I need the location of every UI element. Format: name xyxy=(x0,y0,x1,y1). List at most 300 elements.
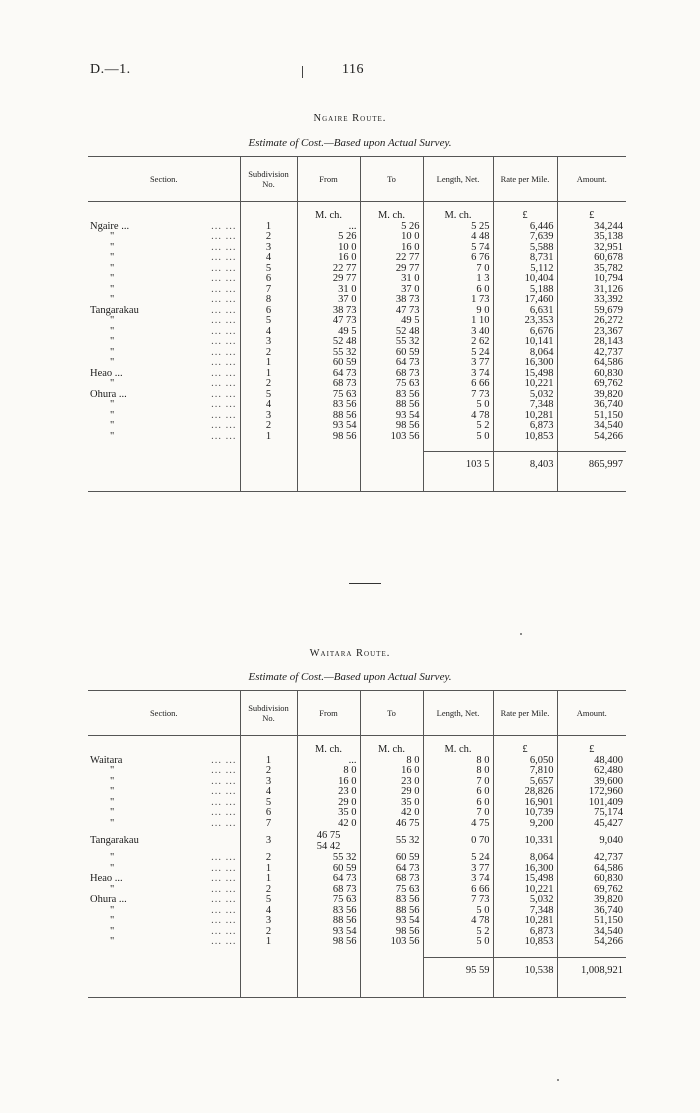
spacer-cell xyxy=(240,479,297,492)
spacer-row xyxy=(88,736,626,746)
leader-dots: ... ... xyxy=(211,367,237,379)
section-label: " xyxy=(110,420,115,431)
total-length: 103 5 xyxy=(423,452,493,480)
spacer-row xyxy=(88,479,626,492)
cell-from: 49 5 xyxy=(297,327,360,338)
cell-from: 88 56 xyxy=(297,411,360,422)
cell-to: 83 56 xyxy=(360,390,423,401)
cell-section xyxy=(88,400,240,411)
cell-section xyxy=(88,432,240,443)
cell-rate: 10,281 xyxy=(493,916,557,927)
cell-to: 10 0 xyxy=(360,232,423,243)
cell-subdivision: 4 xyxy=(240,327,297,338)
cell-rate: 10,853 xyxy=(493,432,557,443)
header-from: From xyxy=(297,157,360,202)
cell-length: 7 73 xyxy=(423,895,493,906)
unit-amount: £ xyxy=(557,211,626,222)
cell-rate: 5,588 xyxy=(493,243,557,254)
cell-subdivision: 2 xyxy=(240,348,297,359)
cell-from xyxy=(297,829,360,853)
cell-section xyxy=(88,766,240,777)
leader-dots: ... ... xyxy=(211,765,237,776)
header-rate: Rate per Mile. xyxy=(493,691,557,736)
cell-length: 5 2 xyxy=(423,927,493,938)
cell-amount: 42,737 xyxy=(557,853,626,864)
total-row xyxy=(88,452,626,480)
cell-section xyxy=(88,316,240,327)
header-rate: Rate per Mile. xyxy=(493,157,557,202)
cell-to: 23 0 xyxy=(360,777,423,788)
from-bracket xyxy=(317,830,341,852)
total-blank xyxy=(297,452,360,480)
cell-length: 5 24 xyxy=(423,853,493,864)
cell-rate: 10,221 xyxy=(493,885,557,896)
cell-section xyxy=(88,787,240,798)
cell-subdivision: 5 xyxy=(240,316,297,327)
unit-subdivision xyxy=(240,745,297,756)
cell-rate: 10,853 xyxy=(493,937,557,948)
cell-rate: 8,064 xyxy=(493,348,557,359)
header-length: Length, Net. xyxy=(423,691,493,736)
leader-dots: ... ... xyxy=(211,304,237,316)
cell-amount: 51,150 xyxy=(557,411,626,422)
cell-subdivision: 4 xyxy=(240,787,297,798)
section-label: " xyxy=(110,765,115,776)
cell-length: 3 40 xyxy=(423,327,493,338)
cell-length: 3 74 xyxy=(423,874,493,885)
cell-subdivision: 1 xyxy=(240,756,297,767)
cell-to: 31 0 xyxy=(360,274,423,285)
table-row xyxy=(88,808,626,819)
cell-length: 3 77 xyxy=(423,358,493,369)
spacer-cell xyxy=(297,442,360,452)
header-amount: Amount. xyxy=(557,691,626,736)
cell-to: 49 5 xyxy=(360,316,423,327)
cell-from: 68 73 xyxy=(297,379,360,390)
header-subdivision: Subdivision No. xyxy=(240,157,297,202)
cell-from: 60 59 xyxy=(297,864,360,875)
total-amount: 865,997 xyxy=(557,452,626,480)
section-label: " xyxy=(110,294,115,305)
cell-to: 46 75 xyxy=(360,819,423,830)
header-subdivision: Subdivision No. xyxy=(240,691,297,736)
cell-from: 38 73 xyxy=(297,306,360,317)
unit-rate: £ xyxy=(493,745,557,756)
cell-rate: 5,032 xyxy=(493,390,557,401)
cell-to: 93 54 xyxy=(360,411,423,422)
header-row xyxy=(88,691,626,736)
spacer-row xyxy=(88,985,626,998)
cell-amount: 28,143 xyxy=(557,337,626,348)
cell-rate: 10,331 xyxy=(493,829,557,853)
cell-section xyxy=(88,853,240,864)
cell-to: 29 77 xyxy=(360,264,423,275)
cell-section xyxy=(88,421,240,432)
leader-dots: ... ... xyxy=(211,378,237,389)
cell-length: 1 3 xyxy=(423,274,493,285)
leader-dots: ... ... xyxy=(211,862,237,874)
section-label: " xyxy=(110,378,115,389)
cell-amount: 42,737 xyxy=(557,348,626,359)
cell-rate: 16,300 xyxy=(493,358,557,369)
cell-rate: 6,676 xyxy=(493,327,557,338)
cell-to: 103 56 xyxy=(360,432,423,443)
spacer-cell xyxy=(423,985,493,998)
cell-from: 22 77 xyxy=(297,264,360,275)
leader-dots: ... ... xyxy=(211,894,237,905)
cell-amount: 54,266 xyxy=(557,432,626,443)
cell-rate: 7,639 xyxy=(493,232,557,243)
cell-rate: 7,348 xyxy=(493,906,557,917)
cell-subdivision: 3 xyxy=(240,777,297,788)
table-body xyxy=(88,202,626,492)
cell-length: 1 10 xyxy=(423,316,493,327)
spacer-cell xyxy=(493,442,557,452)
leader-dots: ... ... xyxy=(211,430,237,442)
cell-to: 47 73 xyxy=(360,306,423,317)
cell-from: 16 0 xyxy=(297,253,360,264)
leader-dots: ... ... xyxy=(211,807,237,818)
cell-from: 93 54 xyxy=(297,927,360,938)
section-label: " xyxy=(110,904,115,916)
cell-subdivision: 4 xyxy=(240,400,297,411)
cell-amount: 32,951 xyxy=(557,243,626,254)
margin-mark xyxy=(302,66,303,78)
cell-amount: 34,540 xyxy=(557,927,626,938)
cell-rate: 6,631 xyxy=(493,306,557,317)
leader-dots: ... ... xyxy=(211,388,237,400)
cell-from: 37 0 xyxy=(297,295,360,306)
spacer-cell xyxy=(88,479,240,492)
cell-rate: 8,064 xyxy=(493,853,557,864)
section-label: Ohura ... xyxy=(90,388,127,400)
cell-from: 8 0 xyxy=(297,766,360,777)
cell-rate: 7,348 xyxy=(493,400,557,411)
spacer-cell xyxy=(297,985,360,998)
cell-subdivision: 2 xyxy=(240,421,297,432)
cell-amount: 34,244 xyxy=(557,222,626,233)
total-blank xyxy=(88,452,240,480)
leader-dots: ... ... xyxy=(211,336,237,347)
cell-subdivision: 2 xyxy=(240,927,297,938)
cell-from: 83 56 xyxy=(297,400,360,411)
spacer-cell xyxy=(557,985,626,998)
unit-rate: £ xyxy=(493,211,557,222)
cell-length: 0 70 xyxy=(423,829,493,853)
cell-subdivision: 2 xyxy=(240,232,297,243)
leader-dots: ... ... xyxy=(211,252,237,263)
cell-from: 29 77 xyxy=(297,274,360,285)
section-label: " xyxy=(110,262,115,274)
cell-amount: 62,480 xyxy=(557,766,626,777)
cell-rate: 5,188 xyxy=(493,285,557,296)
cell-from: 68 73 xyxy=(297,885,360,896)
cell-rate: 6,873 xyxy=(493,927,557,938)
cell-from: 75 63 xyxy=(297,895,360,906)
leader-dots: ... ... xyxy=(211,817,237,829)
cell-amount: 101,409 xyxy=(557,798,626,809)
cell-amount: 69,762 xyxy=(557,885,626,896)
unit-length: M. ch. xyxy=(423,745,493,756)
leader-dots: ... ... xyxy=(211,904,237,916)
section-label: " xyxy=(110,252,115,263)
ngaire-estimate-table xyxy=(88,156,626,492)
spacer-cell xyxy=(240,948,297,958)
cell-amount: 45,427 xyxy=(557,819,626,830)
waitara-route-subtitle: Estimate of Cost.—Based upon Actual Survey. xyxy=(248,671,452,683)
cell-rate: 28,826 xyxy=(493,787,557,798)
section-label: " xyxy=(110,796,115,808)
ngaire-route-subtitle: Estimate of Cost.—Based upon Actual Survey. xyxy=(248,137,452,149)
cell-from: 60 59 xyxy=(297,358,360,369)
cell-length: 7 0 xyxy=(423,264,493,275)
spacer-row xyxy=(88,948,626,958)
leader-dots: ... ... xyxy=(211,796,237,808)
cell-from: 55 32 xyxy=(297,348,360,359)
cell-length: 5 0 xyxy=(423,906,493,917)
spacer-cell xyxy=(240,202,297,212)
cell-rate: 6,873 xyxy=(493,421,557,432)
total-blank xyxy=(360,452,423,480)
cell-to: 88 56 xyxy=(360,400,423,411)
cell-from: ... xyxy=(297,756,360,767)
section-label: " xyxy=(110,231,115,242)
cell-from: 10 0 xyxy=(297,243,360,254)
total-blank xyxy=(297,957,360,985)
cell-length: 5 25 xyxy=(423,222,493,233)
cell-from: 64 73 xyxy=(297,369,360,380)
cell-from: 52 48 xyxy=(297,337,360,348)
header-section: Section. xyxy=(88,691,240,736)
table-row xyxy=(88,316,626,327)
cell-subdivision: 6 xyxy=(240,808,297,819)
spacer-cell xyxy=(493,479,557,492)
cell-to: 60 59 xyxy=(360,348,423,359)
cell-amount: 35,138 xyxy=(557,232,626,243)
spacer-cell xyxy=(88,442,240,452)
leader-dots: ... ... xyxy=(211,754,237,766)
total-rate: 10,538 xyxy=(493,957,557,985)
cell-subdivision: 1 xyxy=(240,937,297,948)
cell-to: 68 73 xyxy=(360,369,423,380)
cell-subdivision: 1 xyxy=(240,432,297,443)
spacer-cell xyxy=(360,948,423,958)
paper-speck xyxy=(520,633,522,635)
cell-to: 64 73 xyxy=(360,864,423,875)
spacer-cell xyxy=(240,442,297,452)
leader-dots: ... ... xyxy=(211,925,237,937)
cell-from: 64 73 xyxy=(297,874,360,885)
cell-amount: 36,740 xyxy=(557,400,626,411)
cell-rate: 15,498 xyxy=(493,874,557,885)
cell-to: 37 0 xyxy=(360,285,423,296)
cell-to: 75 63 xyxy=(360,885,423,896)
cell-to: 35 0 xyxy=(360,798,423,809)
cell-rate: 10,141 xyxy=(493,337,557,348)
table-row-tangarakau xyxy=(88,829,626,853)
cell-amount: 31,126 xyxy=(557,285,626,296)
header-length: Length, Net. xyxy=(423,157,493,202)
cell-rate: 6,446 xyxy=(493,222,557,233)
cell-subdivision: 7 xyxy=(240,285,297,296)
leader-dots: ... ... xyxy=(211,220,237,232)
total-rate: 8,403 xyxy=(493,452,557,480)
cell-subdivision: 5 xyxy=(240,895,297,906)
spacer-cell xyxy=(88,985,240,998)
cell-subdivision: 5 xyxy=(240,264,297,275)
cell-from: 31 0 xyxy=(297,285,360,296)
cell-rate: 10,739 xyxy=(493,808,557,819)
cell-rate: 5,657 xyxy=(493,777,557,788)
cell-rate: 9,200 xyxy=(493,819,557,830)
cell-subdivision: 2 xyxy=(240,885,297,896)
cell-amount: 60,830 xyxy=(557,874,626,885)
cell-length: 4 48 xyxy=(423,232,493,243)
cell-subdivision: 2 xyxy=(240,853,297,864)
table-row xyxy=(88,295,626,306)
cell-amount: 54,266 xyxy=(557,937,626,948)
header-to: To xyxy=(360,691,423,736)
cell-amount: 51,150 xyxy=(557,916,626,927)
cell-length: 8 0 xyxy=(423,766,493,777)
table-row xyxy=(88,337,626,348)
header-from: From xyxy=(297,691,360,736)
cell-subdivision: 3 xyxy=(240,411,297,422)
table-row xyxy=(88,916,626,927)
cell-from: 42 0 xyxy=(297,819,360,830)
spacer-row xyxy=(88,202,626,212)
cell-to: 52 48 xyxy=(360,327,423,338)
from-value-a: 46 75 xyxy=(316,830,341,841)
section-label: " xyxy=(110,241,115,253)
leader-dots: ... ... xyxy=(211,915,237,926)
paper-speck xyxy=(557,1079,559,1081)
spacer-cell xyxy=(493,985,557,998)
table-row xyxy=(88,937,626,948)
cell-section xyxy=(88,232,240,243)
cell-to: 5 26 xyxy=(360,222,423,233)
leader-dots: ... ... xyxy=(211,420,237,431)
section-label: " xyxy=(110,346,115,358)
cell-amount: 60,830 xyxy=(557,369,626,380)
cell-rate: 7,810 xyxy=(493,766,557,777)
cell-from: 29 0 xyxy=(297,798,360,809)
total-blank xyxy=(360,957,423,985)
cell-amount: 35,782 xyxy=(557,264,626,275)
cell-length: 8 0 xyxy=(423,756,493,767)
spacer-cell xyxy=(557,479,626,492)
table-row xyxy=(88,232,626,243)
cell-amount: 10,794 xyxy=(557,274,626,285)
cell-amount: 48,400 xyxy=(557,756,626,767)
cell-rate: 5,032 xyxy=(493,895,557,906)
cell-to: 83 56 xyxy=(360,895,423,906)
cell-subdivision: 2 xyxy=(240,766,297,777)
section-label: " xyxy=(110,399,115,410)
section-label: " xyxy=(110,325,115,337)
cell-subdivision: 2 xyxy=(240,379,297,390)
cell-amount: 75,174 xyxy=(557,808,626,819)
leader-dots: ... ... xyxy=(211,852,237,863)
total-row xyxy=(88,957,626,985)
table-row xyxy=(88,432,626,443)
cell-to: 55 32 xyxy=(360,829,423,853)
section-label: Waitara xyxy=(90,754,123,766)
cell-amount: 33,392 xyxy=(557,295,626,306)
cell-subdivision: 4 xyxy=(240,906,297,917)
cell-subdivision: 1 xyxy=(240,222,297,233)
leader-dots: ... ... xyxy=(211,346,237,358)
table-row xyxy=(88,895,626,906)
section-label: " xyxy=(110,862,115,874)
leader-dots: ... ... xyxy=(211,936,237,947)
cell-to: 29 0 xyxy=(360,787,423,798)
cell-subdivision: 1 xyxy=(240,369,297,380)
cell-subdivision: 8 xyxy=(240,295,297,306)
cell-length: 3 77 xyxy=(423,864,493,875)
cell-rate: 10,404 xyxy=(493,274,557,285)
section-label: Ohura ... xyxy=(90,894,127,905)
cell-section xyxy=(88,895,240,906)
cell-rate: 8,731 xyxy=(493,253,557,264)
cell-length: 6 76 xyxy=(423,253,493,264)
waitara-route-title: Waitara Route. xyxy=(309,648,391,659)
leader-dots: ... ... xyxy=(211,294,237,305)
cell-amount: 26,272 xyxy=(557,316,626,327)
section-label: " xyxy=(110,775,115,787)
section-label: " xyxy=(110,883,115,895)
section-label: Heao ... xyxy=(90,367,123,379)
cell-to: 60 59 xyxy=(360,853,423,864)
spacer-cell xyxy=(297,479,360,492)
cell-from: 47 73 xyxy=(297,316,360,327)
cell-from: 75 63 xyxy=(297,390,360,401)
section-label: " xyxy=(110,915,115,926)
cell-length: 6 66 xyxy=(423,885,493,896)
table-row xyxy=(88,274,626,285)
unit-amount: £ xyxy=(557,745,626,756)
spacer-cell xyxy=(557,442,626,452)
table-row xyxy=(88,379,626,390)
cell-length: 7 0 xyxy=(423,808,493,819)
table-row xyxy=(88,358,626,369)
header-section: Section. xyxy=(88,157,240,202)
cell-to: 22 77 xyxy=(360,253,423,264)
cell-to: 103 56 xyxy=(360,937,423,948)
leader-dots: ... ... xyxy=(211,409,237,421)
cell-rate: 10,221 xyxy=(493,379,557,390)
cell-length: 6 66 xyxy=(423,379,493,390)
cell-rate: 17,460 xyxy=(493,295,557,306)
spacer-cell xyxy=(88,736,240,746)
page-number: 116 xyxy=(342,62,364,77)
cell-from: 23 0 xyxy=(297,787,360,798)
cell-subdivision: 1 xyxy=(240,864,297,875)
cell-section xyxy=(88,337,240,348)
from-value-b: 54 42 xyxy=(316,841,341,852)
leader-dots: ... ... xyxy=(211,231,237,242)
cell-from: 88 56 xyxy=(297,916,360,927)
cell-subdivision: 5 xyxy=(240,390,297,401)
spacer-cell xyxy=(423,479,493,492)
leader-dots: ... ... xyxy=(211,283,237,295)
cell-from: 83 56 xyxy=(297,906,360,917)
unit-to: M. ch. xyxy=(360,211,423,222)
ngaire-route-title: Ngaire Route. xyxy=(313,113,387,124)
cell-to: 55 32 xyxy=(360,337,423,348)
section-label: " xyxy=(110,936,115,947)
section-label: " xyxy=(110,273,115,284)
